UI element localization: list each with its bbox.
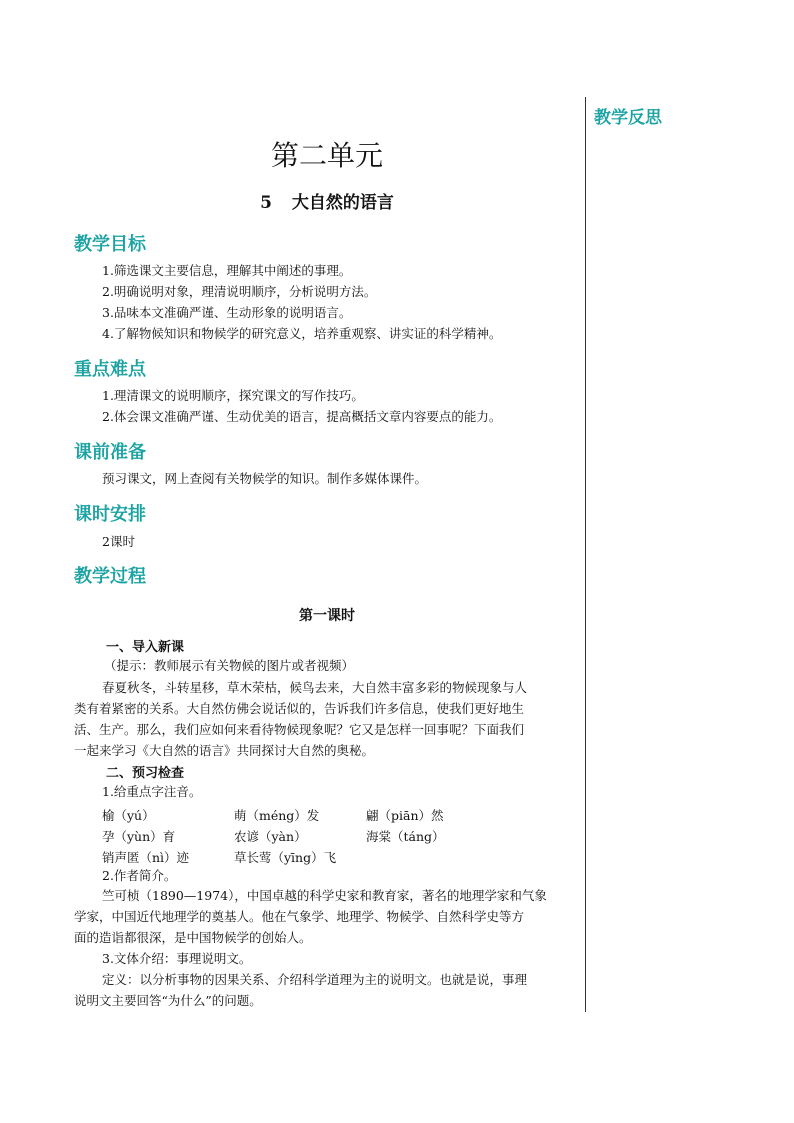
column-divider	[585, 97, 586, 1012]
phonetic-cell: 榆（yú）	[102, 808, 155, 823]
phonetic-cell: 萌（méng）发	[234, 808, 320, 823]
schedule-text: 2课时	[102, 534, 135, 549]
author-title: 2.作者简介。	[102, 868, 177, 883]
intro-tip: （提示：教师展示有关物候的图片或者视频）	[104, 658, 355, 673]
goal-item: 3.品味本文准确严谨、生动形象的说明语言。	[102, 305, 352, 320]
phonetic-cell: 销声匿（nì）迹	[102, 850, 190, 865]
period-title: 第一课时	[299, 608, 355, 624]
preview-heading: 二、预习检查	[106, 766, 185, 781]
phonetic-cell: 草长莺（yīng）飞	[234, 850, 337, 865]
phonetic-cell: 农谚（yàn）	[234, 829, 307, 844]
schedule-heading: 课时安排	[74, 504, 146, 525]
phonetic-cell: 翩（piān）然	[366, 808, 444, 823]
intro-line: 春夏秋冬，斗转星移，草木荣枯，候鸟去来，大自然丰富多彩的物候现象与人	[102, 680, 528, 695]
preparation-heading: 课前准备	[74, 442, 146, 463]
goal-item: 1.筛选课文主要信息，理解其中阐述的事理。	[102, 263, 352, 278]
process-heading: 教学过程	[74, 566, 146, 587]
goal-item: 4.了解物候知识和物候学的研究意义，培养重观察、讲实证的科学精神。	[102, 326, 502, 341]
intro-heading: 一、导入新课	[106, 640, 185, 655]
reflection-heading: 教学反思	[594, 108, 662, 128]
intro-line: 一起来学习《大自然的语言》共同探讨大自然的奥秘。	[74, 743, 375, 758]
phonetic-cell: 海棠（táng）	[366, 829, 445, 844]
style-title: 3.文体介绍：事理说明文。	[102, 951, 252, 966]
phonetic-title: 1.给重点字注音。	[102, 784, 202, 799]
key-points-heading: 重点难点	[74, 359, 146, 380]
lesson-number: 5	[260, 193, 272, 213]
intro-line: 类有着紧密的关系。大自然仿佛会说话似的，告诉我们许多信息，使我们更好地生	[74, 701, 525, 716]
phonetic-cell: 孕（yùn）育	[102, 829, 176, 844]
author-line: 面的造诣都很深，是中国物候学的创始人。	[74, 930, 312, 945]
goals-heading: 教学目标	[74, 234, 146, 255]
lesson-title	[74, 188, 580, 213]
key-point-item: 1.理清课文的说明顺序，探究课文的写作技巧。	[102, 388, 364, 403]
style-line: 说明文主要回答“为什么”的问题。	[74, 993, 262, 1008]
key-point-item: 2.体会课文准确严谨、生动优美的语言，提高概括文章内容要点的能力。	[102, 409, 502, 424]
goal-item: 2.明确说明对象，理清说明顺序，分析说明方法。	[102, 284, 377, 299]
style-line: 定义：以分析事物的因果关系、介绍科学道理为主的说明文。也就是说，事理	[102, 972, 528, 987]
unit-title: 第二单元	[270, 139, 383, 172]
author-line: 学家，中国近代地理学的奠基人。他在气象学、地理学、物候学、自然科学史等方	[74, 909, 525, 924]
preparation-text: 预习课文，网上查阅有关物候学的知识。制作多媒体课件。	[102, 471, 428, 486]
lesson-name: 大自然的语言	[291, 193, 394, 213]
intro-line: 活、生产。那么，我们应如何来看待物候现象呢？它又是怎样一回事呢？下面我们	[74, 722, 525, 737]
author-line: 竺可桢（1890—1974），中国卓越的科学史家和教育家，著名的地理学家和气象	[102, 888, 547, 903]
